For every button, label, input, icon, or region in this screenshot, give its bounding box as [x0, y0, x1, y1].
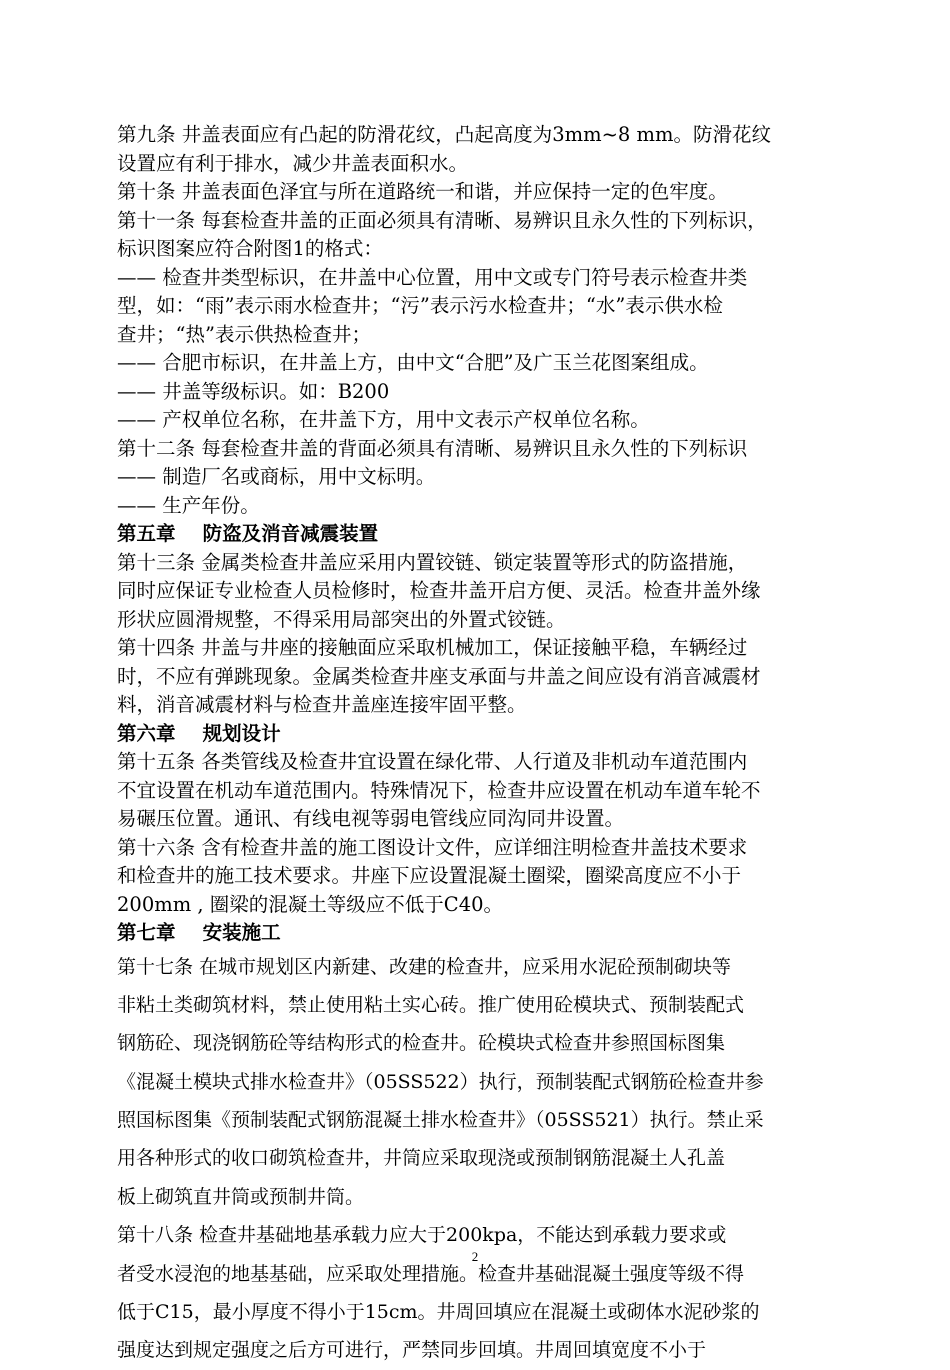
- text-line: 查井；“热”表示供热检查井；: [117, 322, 371, 346]
- text-line: 第十七条 在城市规划区内新建、改建的检查井，应采用水泥砼预制砌块等: [117, 955, 732, 978]
- text-line: 板上砌筑直井筒或预制井筒。: [117, 1185, 365, 1208]
- text-line: 和检查井的施工技术要求。井座下应设置混凝土圈梁，圈梁高度应不小于: [117, 864, 742, 887]
- text-line: —— 制造厂名或商标，用中文标明。: [117, 465, 436, 488]
- text-line: —— 产权单位名称，在井盖下方，用中文表示产权单位名称。: [117, 408, 650, 431]
- text-block-chapter6-articles: [117, 748, 842, 919]
- text-line: 第十三条 金属类检查井盖应采用内置铰链、锁定装置等形式的防盗措施，: [117, 550, 748, 574]
- page-content: [117, 121, 842, 1370]
- text-line: 第十四条 井盖与井座的接触面应采取机械加工，保证接触平稳，车辆经过: [117, 636, 748, 659]
- page-number: 2: [471, 1249, 479, 1264]
- text-line: 者受水浸泡的地基基础，应采取处理措施。检查井基础混凝土强度等级不得: [117, 1262, 745, 1285]
- text-line: 《混凝土模块式排水检查井》（05SS522）执行，预制装配式钢筋砼检查井参: [117, 1070, 764, 1093]
- chapter-heading-6: 第六章 规划设计: [117, 721, 281, 745]
- text-line: 标识图案应符合附图1的格式：: [117, 237, 383, 260]
- text-block-chapter4-articles: [117, 121, 842, 520]
- text-line: 第十一条 每套检查井盖的正面必须具有清晰、易辨识且永久性的下列标识，: [117, 208, 767, 232]
- text-line: 钢筋砼、现浇钢筋砼等结构形式的检查井。砼模块式检查井参照国标图集: [117, 1032, 726, 1055]
- text-line: 强度达到规定强度之后方可进行，严禁同步回填。井周回填宽度不小于: [117, 1339, 707, 1362]
- text-line: —— 检查井类型标识，在井盖中心位置，用中文或专门符号表示检查井类: [117, 265, 748, 289]
- text-line: 第十条 井盖表面色泽宜与所在道路统一和谐，并应保持一定的色牢度。: [117, 180, 728, 203]
- text-line: 第十六条 含有检查井盖的施工图设计文件，应详细注明检查井盖技术要求: [117, 835, 748, 859]
- text-line: —— 井盖等级标识。如：B200: [117, 379, 390, 403]
- text-block-chapter7-articles: [117, 948, 842, 1370]
- text-line: 易碾压位置。通讯、有线电视等弱电管线应同沟同井设置。: [117, 807, 625, 830]
- text-line: 照国标图集《预制装配式钢筋混凝土排水检查井》（05SS521）执行。禁止采: [117, 1109, 764, 1132]
- text-line: 非粘土类砌筑材料，禁止使用粘土实心砖。推广使用砼模块式、预制装配式: [117, 993, 745, 1016]
- text-line: 200mm , 圈梁的混凝土等级应不低于C40。: [117, 892, 504, 916]
- text-line: 料，消音减震材料与检查井盖座连接牢固平整。: [117, 693, 527, 716]
- text-line: —— 合肥市标识，在井盖上方，由中文“合肥”及广玉兰花图案组成。: [117, 351, 709, 374]
- text-line: 型，如：“雨”表示雨水检查井；“污”表示污水检查井；“水”表示供水检: [117, 294, 723, 317]
- text-line: 不宜设置在机动车道范围内。特殊情况下，检查井应设置在机动车道车轮不: [117, 778, 761, 802]
- text-line: 用各种形式的收口砌筑检查井，井筒应采取现浇或预制钢筋混凝土人孔盖: [117, 1147, 726, 1170]
- text-line: 形状应圆滑规整，不得采用局部突出的外置式铰链。: [117, 607, 566, 631]
- text-line: 低于C15，最小厚度不得小于15cm。井周回填应在混凝土或砌体水泥砂浆的: [117, 1301, 760, 1324]
- text-line: 第十二条 每套检查井盖的背面必须具有清晰、易辨识且永久性的下列标识: [117, 436, 748, 460]
- text-line: 第十五条 各类管线及检查井宜设置在绿化带、人行道及非机动车道范围内: [117, 750, 748, 773]
- chapter-heading-7: 第七章 安装施工: [117, 921, 281, 944]
- text-line: 同时应保证专业检查人员检修时，检查井盖开启方便、灵活。检查井盖外缘: [117, 579, 761, 602]
- text-line: 时，不应有弹跳现象。金属类检查井座支承面与井盖之间应设有消音减震材: [117, 664, 761, 688]
- text-line: 第九条 井盖表面应有凸起的防滑花纹，凸起高度为3mm~8 mm。防滑花纹: [117, 123, 772, 146]
- chapter-heading-5: 第五章 防盗及消音减震装置: [117, 522, 379, 545]
- text-line: 设置应有利于排水，减少井盖表面积水。: [117, 151, 469, 175]
- text-line: —— 生产年份。: [117, 493, 260, 517]
- text-line: 第十八条 检查井基础地基承载力应大于200kpa，不能达到承载力要求或: [117, 1224, 727, 1247]
- text-block-chapter5-articles: [117, 549, 842, 720]
